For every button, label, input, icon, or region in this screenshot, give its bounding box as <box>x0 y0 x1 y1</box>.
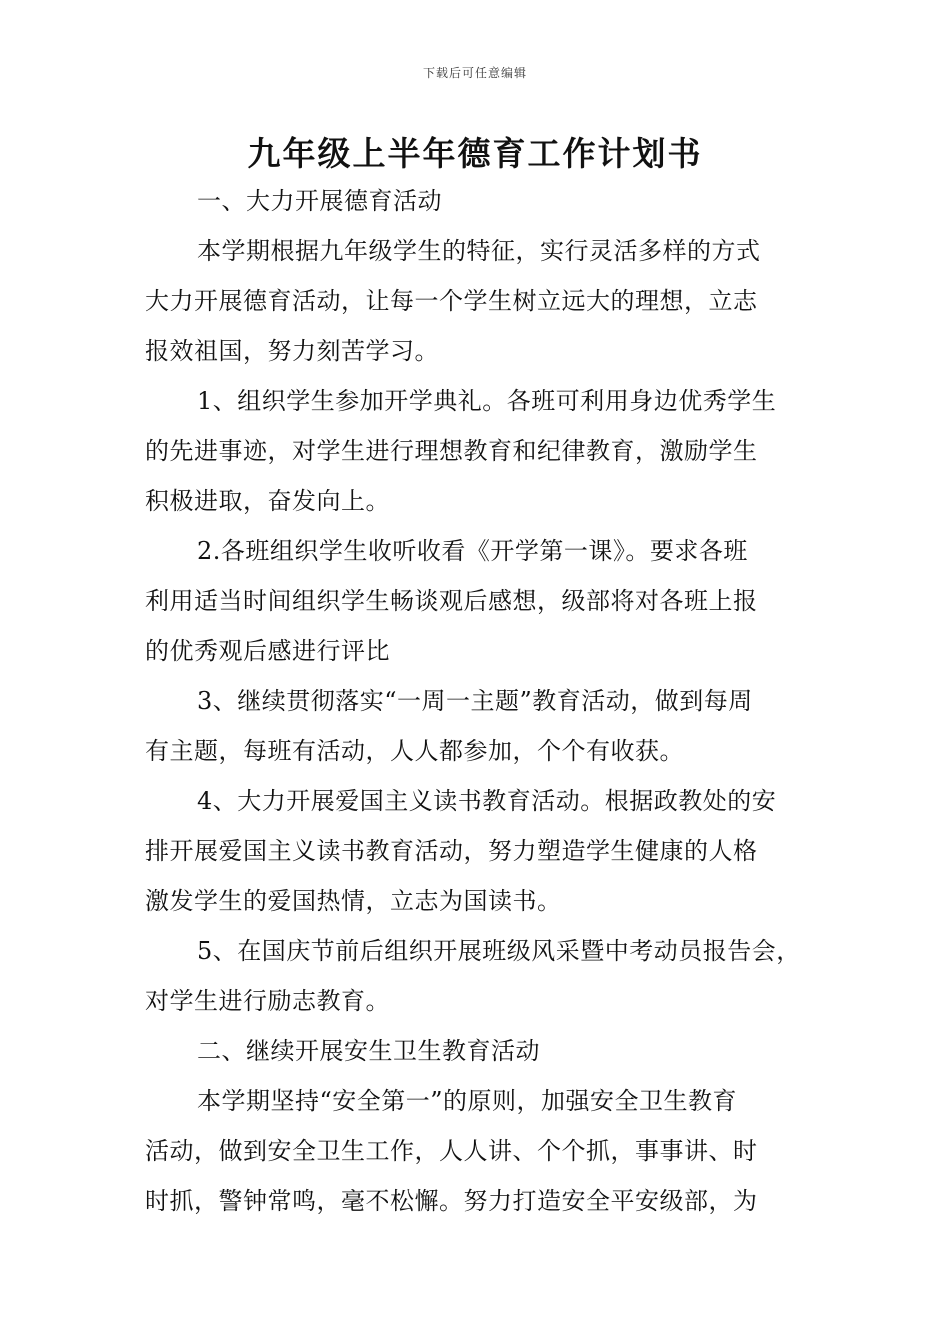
document-body <box>145 176 813 1226</box>
text-line: 报效祖国，努力刻苦学习。 <box>145 337 439 365</box>
paragraph <box>145 1026 813 1076</box>
paragraph <box>145 776 813 926</box>
paragraph <box>145 176 813 226</box>
paragraph <box>145 526 813 676</box>
text-line: 积极进取，奋发向上。 <box>145 487 390 515</box>
text-line: 排开展爱国主义读书教育活动，努力塑造学生健康的人格 <box>145 837 758 865</box>
paragraph <box>145 926 813 1026</box>
text-line: 的优秀观后感进行评比 <box>145 637 390 665</box>
text-line: 活动，做到安全卫生工作，人人讲、个个抓，事事讲、时 <box>145 1137 758 1165</box>
paragraph <box>145 226 813 376</box>
text-line: 4、大力开展爱国主义读书教育活动。根据政教处的安 <box>197 787 777 815</box>
header-note: 下载后可任意编辑 <box>422 66 527 80</box>
text-line: 对学生进行励志教育。 <box>145 987 390 1015</box>
text-line: 时抓，警钟常鸣，毫不松懈。努力打造安全平安级部，为 <box>145 1187 758 1215</box>
text-line: 利用适当时间组织学生畅谈观后感想，级部将对各班上报 <box>145 587 758 615</box>
paragraph <box>145 676 813 776</box>
text-line: 一、大力开展德育活动 <box>197 187 442 215</box>
text-line: 5、在国庆节前后组织开展班级风采暨中考动员报告会， <box>197 937 801 965</box>
paragraph <box>145 376 813 526</box>
text-line: 大力开展德育活动，让每一个学生树立远大的理想，立志 <box>145 287 758 315</box>
paragraph <box>145 1076 813 1226</box>
document-title: 九年级上半年德育工作计划书 <box>247 134 703 173</box>
text-line: 二、继续开展安生卫生教育活动 <box>197 1037 540 1065</box>
text-line: 3、继续贯彻落实“一周一主题”教育活动，做到每周 <box>197 687 753 715</box>
text-line: 2.各班组织学生收听收看《开学第一课》。要求各班 <box>197 537 748 565</box>
text-line: 1、组织学生参加开学典礼。各班可利用身边优秀学生 <box>197 387 777 415</box>
text-line: 激发学生的爱国热情，立志为国读书。 <box>145 887 562 915</box>
text-line: 本学期根据九年级学生的特征，实行灵活多样的方式 <box>197 237 761 265</box>
text-line: 的先进事迹，对学生进行理想教育和纪律教育，激励学生 <box>145 437 758 465</box>
text-line: 本学期坚持“安全第一”的原则，加强安全卫生教育 <box>197 1087 738 1115</box>
text-line: 有主题，每班有活动，人人都参加，个个有收获。 <box>145 737 684 765</box>
